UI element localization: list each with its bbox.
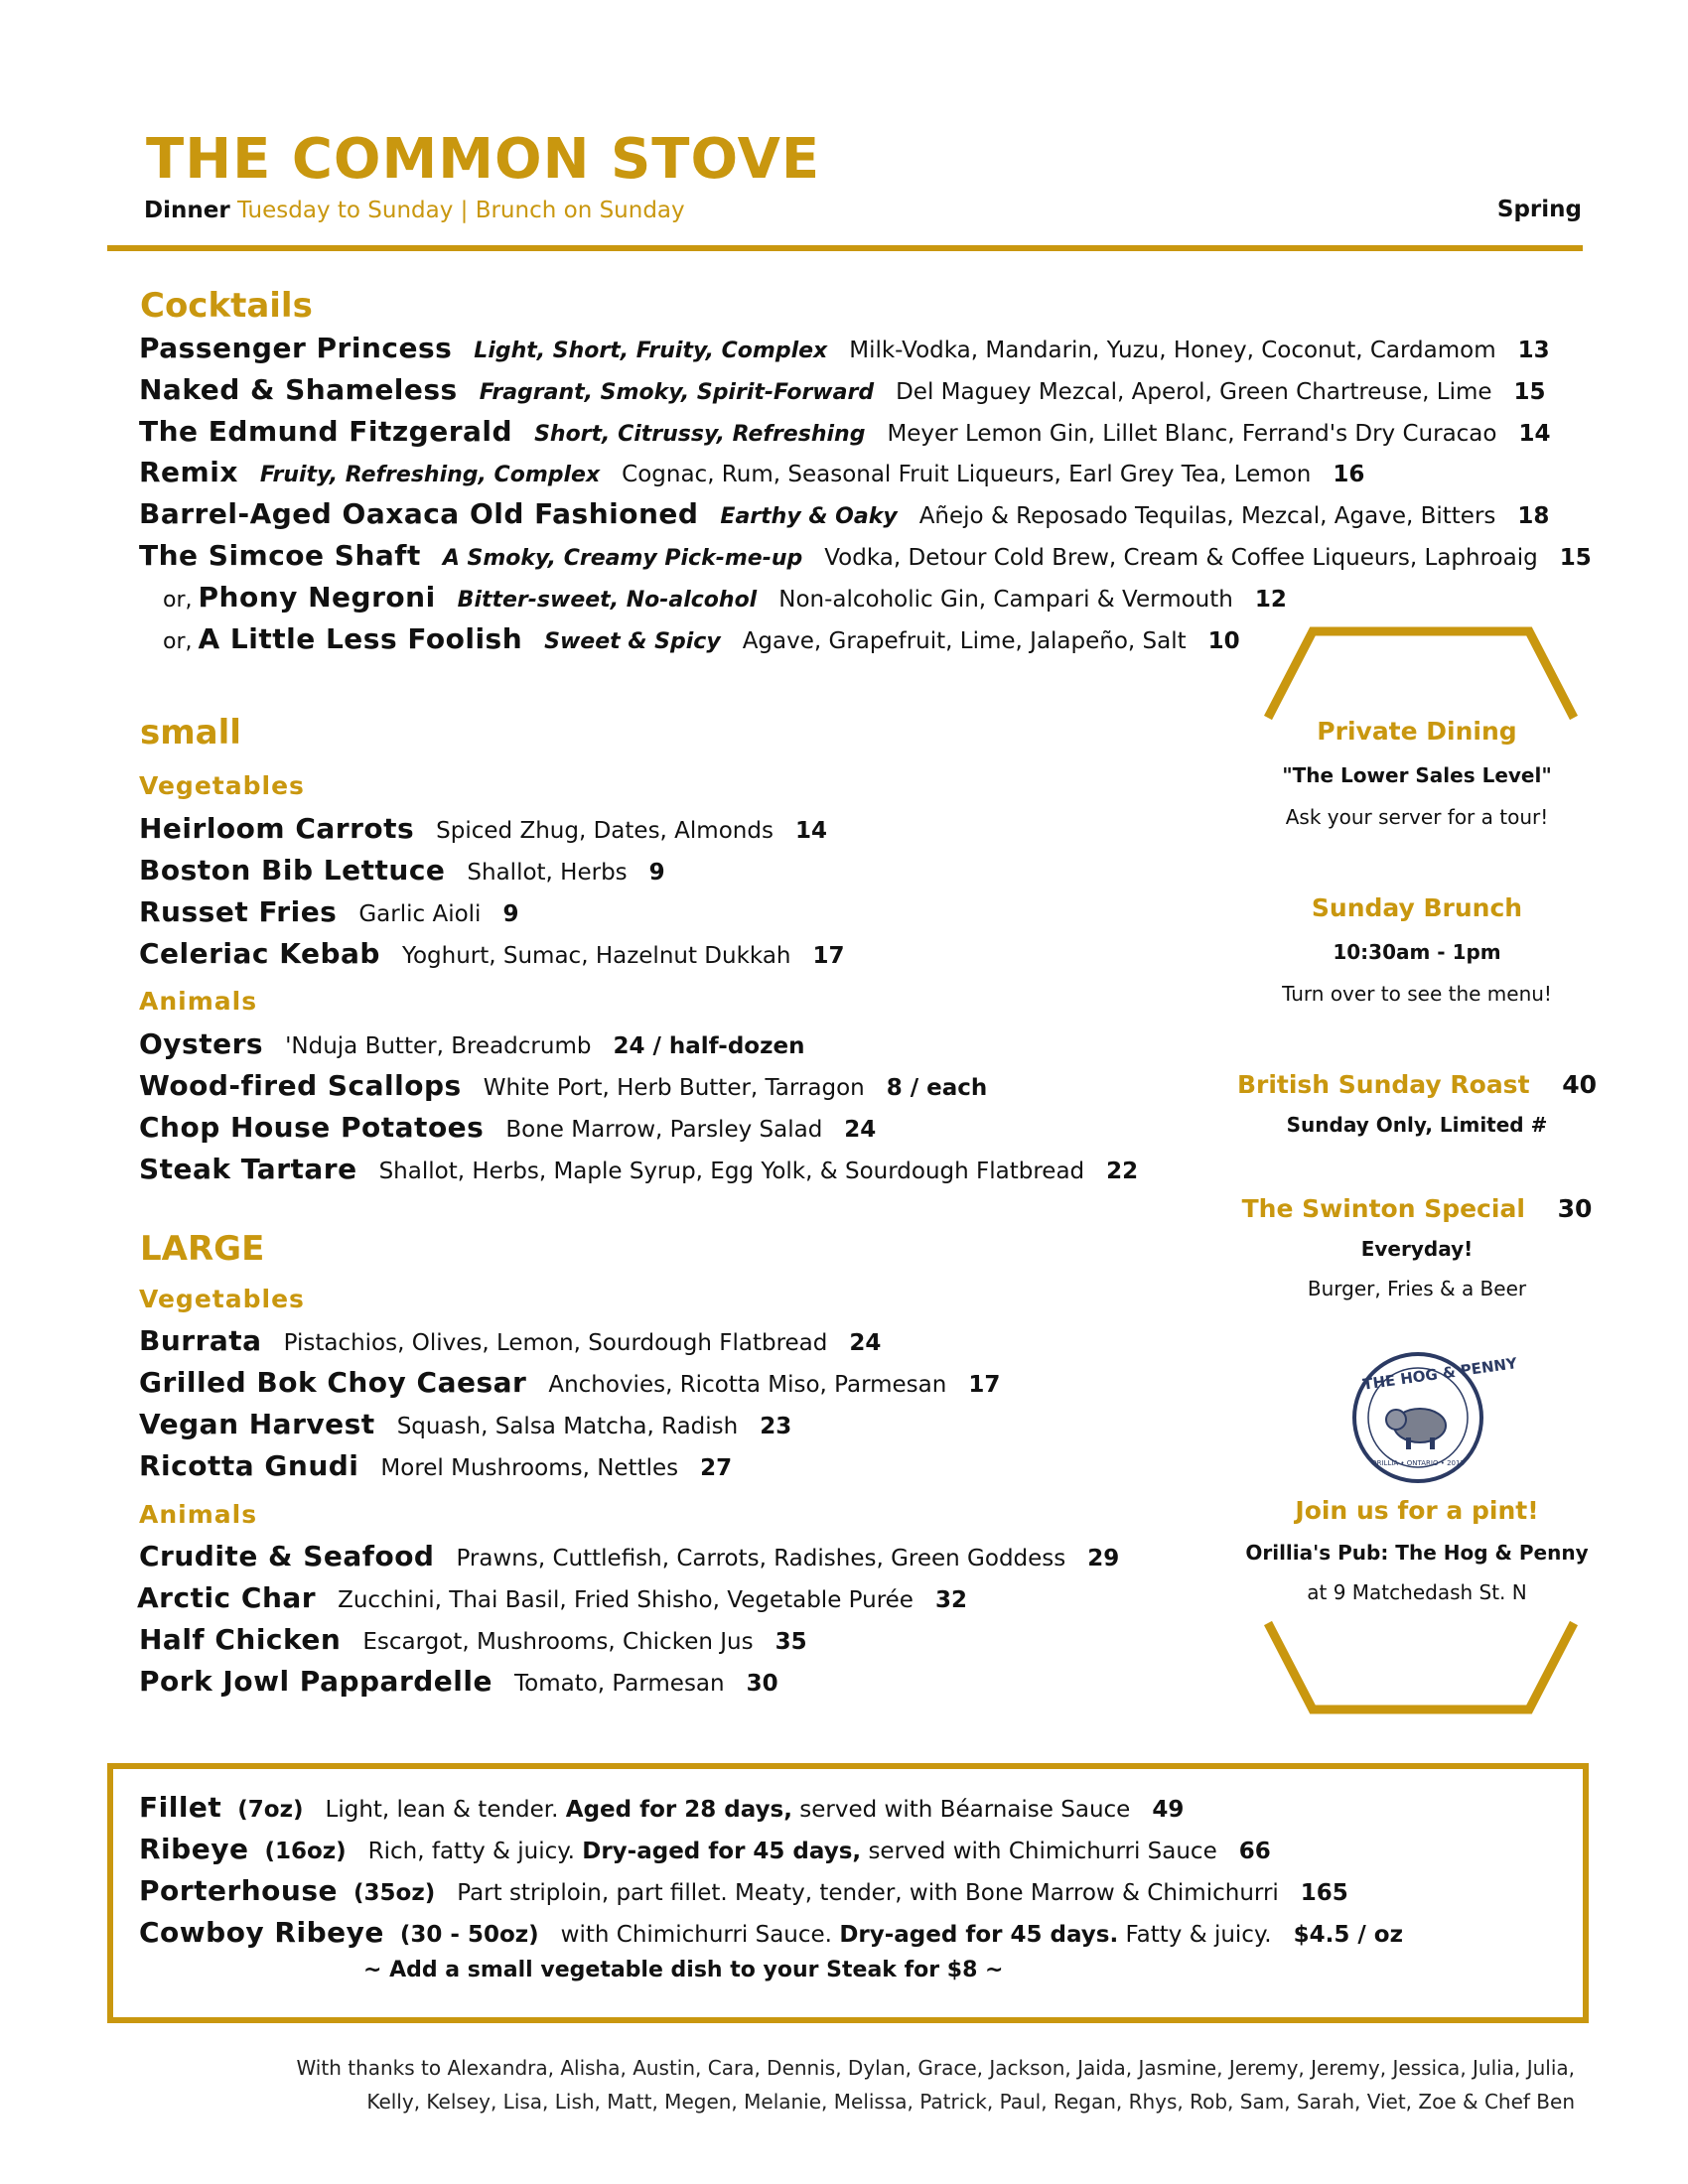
cocktail-item: Passenger Princess Light, Short, Fruity, Complex Milk-Vodka, Mandarin, Yuzu, Honey, Coconut, Cardamom 13 — [139, 332, 1550, 364]
brunch-note: Turn over to see the menu! — [1282, 982, 1552, 1006]
small-animals-heading: Animals — [139, 987, 258, 1016]
menu-item: Heirloom Carrots Spiced Zhug, Dates, Almonds 14 — [139, 812, 827, 845]
menu-item: Steak Tartare Shallot, Herbs, Maple Syrup, Egg Yolk, & Sourdough Flatbread 22 — [139, 1153, 1139, 1185]
cocktails-heading: Cocktails — [140, 286, 313, 326]
hexagon-bottom-frame — [1263, 1618, 1579, 1717]
menu-item: Celeriac Kebab Yoghurt, Sumac, Hazelnut Dukkah 17 — [139, 937, 845, 970]
large-vegetables-heading: Vegetables — [139, 1285, 305, 1313]
menu-item: Wood-fired Scallops White Port, Herb Butter, Tarragon 8 / each — [139, 1069, 988, 1102]
sunday-brunch-block — [1208, 893, 1625, 1006]
menu-item: Crudite & Seafood Prawns, Cuttlefish, Carrots, Radishes, Green Goddess 29 — [139, 1540, 1120, 1572]
swinton-note-1: Everyday! — [1360, 1237, 1474, 1261]
menu-item: Arctic Char Zucchini, Thai Basil, Fried Shisho, Vegetable Purée 32 — [137, 1581, 967, 1614]
pint-title: Join us for a pint! — [1295, 1496, 1539, 1525]
swinton-special-block — [1208, 1194, 1625, 1300]
private-dining-title: Private Dining — [1317, 717, 1517, 746]
pint-pub: Orillia's Pub: The Hog & Penny — [1245, 1541, 1589, 1565]
small-heading: small — [140, 713, 241, 752]
hog-and-penny-block — [1208, 1496, 1625, 1604]
cocktail-item: The Edmund Fitzgerald Short, Citrussy, Refreshing Meyer Lemon Gin, Lillet Blanc, Ferrand's Dry Curacao 14 — [139, 415, 1551, 448]
steak-item: Cowboy Ribeye (30 - 50oz) with Chimichurri Sauce. Dry-aged for 45 days. Fatty & juicy. $4.5 / oz — [139, 1916, 1403, 1949]
small-vegetables-heading: Vegetables — [139, 771, 305, 800]
menu-item: Russet Fries Garlic Aioli 9 — [139, 895, 519, 928]
cocktail-item: Barrel-Aged Oaxaca Old Fashioned Earthy & Oaky Añejo & Reposado Tequilas, Mezcal, Agave, Bitters 18 — [139, 497, 1550, 530]
private-dining-note: Ask your server for a tour! — [1285, 805, 1549, 829]
swinton-price: 30 — [1557, 1194, 1593, 1223]
thanks-footer — [185, 2051, 1575, 2118]
cocktail-item: The Simcoe Shaft A Smoky, Creamy Pick-me-up Vodka, Detour Cold Brew, Cream & Coffee Liqueurs, Laphroaig 15 — [139, 539, 1592, 572]
roast-heading — [1208, 1070, 1625, 1099]
roast-note: Sunday Only, Limited # — [1286, 1113, 1548, 1137]
sunday-roast-block — [1208, 1070, 1625, 1137]
swinton-heading — [1208, 1194, 1625, 1223]
pint-address: at 9 Matchedash St. N — [1307, 1580, 1527, 1604]
cocktail-item: or, Phony Negroni Bitter-sweet, No-alcohol Non-alcoholic Gin, Campari & Vermouth 12 — [163, 581, 1287, 614]
menu-item: Vegan Harvest Squash, Salsa Matcha, Radish 23 — [139, 1408, 792, 1440]
swinton-note-2: Burger, Fries & a Beer — [1307, 1277, 1527, 1300]
menu-item: Half Chicken Escargot, Mushrooms, Chicken Jus 35 — [139, 1623, 807, 1656]
private-dining-block — [1208, 717, 1625, 829]
menu-item: Grilled Bok Choy Caesar Anchovies, Ricotta Miso, Parmesan 17 — [139, 1366, 1001, 1399]
menu-item: Boston Bib Lettuce Shallot, Herbs 9 — [139, 854, 665, 887]
menu-item: Burrata Pistachios, Olives, Lemon, Sourdough Flatbread 24 — [139, 1324, 882, 1357]
menu-item: Chop House Potatoes Bone Marrow, Parsley Salad 24 — [139, 1111, 877, 1144]
cocktail-item: Remix Fruity, Refreshing, Complex Cognac, Rum, Seasonal Fruit Liqueurs, Earl Grey Tea, Lemon 16 — [139, 456, 1365, 488]
logo-subtext: ORILLIA • ONTARIO • 2013 — [1371, 1459, 1465, 1467]
logo-text: THE HOG & PENNY — [1361, 1354, 1518, 1394]
swinton-title: The Swinton Special — [1241, 1194, 1525, 1223]
steak-item: Ribeye (16oz) Rich, fatty & juicy. Dry-aged for 45 days, served with Chimichurri Sauce 66 — [139, 1833, 1271, 1865]
large-heading: LARGE — [140, 1229, 265, 1269]
page-title: THE COMMON STOVE — [146, 127, 821, 192]
hours-text: Tuesday to Sunday | Brunch on Sunday — [236, 198, 685, 223]
private-dining-name: "The Lower Sales Level" — [1282, 763, 1552, 787]
brunch-title: Sunday Brunch — [1311, 893, 1523, 922]
brunch-hours: 10:30am - 1pm — [1333, 940, 1501, 964]
roast-price: 40 — [1562, 1070, 1598, 1099]
service-hours — [144, 198, 685, 223]
thanks-line-2: Kelly, Kelsey, Lisa, Lish, Matt, Megen, Melanie, Melissa, Patrick, Paul, Regan, Rhys, Rob, Sam, Sarah, Viet, Zoe & Chef Ben — [366, 2090, 1575, 2114]
steak-addon-note: ~ Add a small vegetable dish to your Steak for $8 ~ — [363, 1958, 1004, 1982]
cocktail-item: or, A Little Less Foolish Sweet & Spicy Agave, Grapefruit, Lime, Jalapeño, Salt 10 — [163, 622, 1240, 655]
large-animals-heading: Animals — [139, 1500, 258, 1529]
roast-title: British Sunday Roast — [1236, 1070, 1530, 1099]
menu-item: Oysters 'Nduja Butter, Breadcrumb 24 / half-dozen — [139, 1027, 805, 1060]
season-label: Spring — [1496, 197, 1582, 222]
steak-item: Porterhouse (35oz) Part striploin, part fillet. Meaty, tender, with Bone Marrow & Chimichurri 165 — [139, 1874, 1348, 1907]
menu-item: Ricotta Gnudi Morel Mushrooms, Nettles 27 — [139, 1449, 733, 1482]
dinner-label: Dinner — [144, 198, 230, 223]
cocktail-item: Naked & Shameless Fragrant, Smoky, Spirit-Forward Del Maguey Mezcal, Aperol, Green Chartreuse, Lime 15 — [139, 373, 1546, 406]
menu-item: Pork Jowl Pappardelle Tomato, Parmesan 30 — [139, 1665, 778, 1698]
hexagon-top-frame — [1263, 623, 1579, 723]
header-divider — [107, 245, 1583, 251]
steak-item: Fillet (7oz) Light, lean & tender. Aged for 28 days, served with Béarnaise Sauce 49 — [139, 1791, 1185, 1824]
thanks-line-1: With thanks to Alexandra, Alisha, Austin, Cara, Dennis, Dylan, Grace, Jackson, Jaida, Jasmine, Jeremy, Jeremy, Jessica, Julia, Julia, — [296, 2056, 1575, 2080]
